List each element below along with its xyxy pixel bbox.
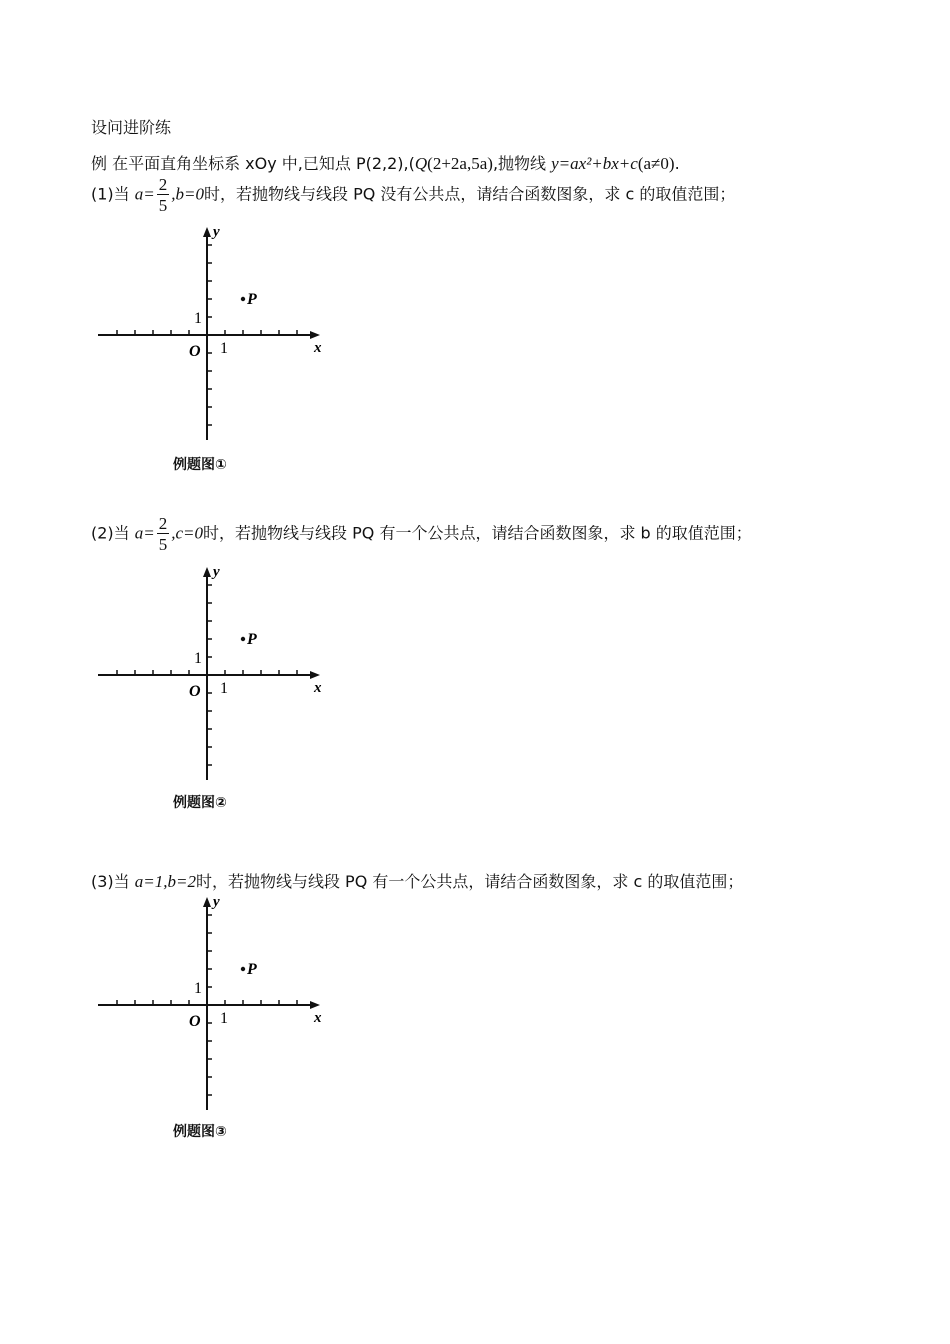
x-unit-label: 1 xyxy=(220,340,228,357)
question-2 xyxy=(91,515,752,553)
q-coords: 2+2a,5a xyxy=(432,154,488,173)
example-statement: 例 在平面直角坐标系 xOy 中,已知点 P(2,2),(Q(2+2a,5a),抛物线 y=ax²+bx+c(a≠0). xyxy=(91,154,680,173)
origin-label: O xyxy=(189,683,201,700)
x-axis-label: x xyxy=(314,1010,322,1026)
axes-svg-3 xyxy=(95,892,330,1117)
x-unit-label: 1 xyxy=(220,1010,228,1027)
point-p-label: P xyxy=(247,631,257,648)
question-1 xyxy=(91,176,735,214)
question-2-number: (2)当 xyxy=(91,523,130,543)
point-p-label: P xyxy=(247,961,257,978)
x-axis-label: x xyxy=(314,680,322,696)
example-end: . xyxy=(674,154,680,173)
example-mid: ,抛物线 xyxy=(492,154,547,173)
y-axis-label: y xyxy=(213,894,220,910)
question-2-param-a: a= xyxy=(134,523,155,543)
a-condition: a≠0 xyxy=(643,154,669,173)
fraction-numerator: 2 xyxy=(158,175,168,194)
axes-svg-1 xyxy=(95,222,330,447)
section-title: 设问进阶练 xyxy=(91,118,172,137)
coordinate-graph-2 xyxy=(95,562,330,822)
q-label: Q xyxy=(414,154,428,173)
question-1-text: 时，若抛物线与线段 PQ 没有公共点，请结合函数图象，求 c 的取值范围； xyxy=(203,184,736,204)
y-axis-label: y xyxy=(213,564,220,580)
x-unit-label: 1 xyxy=(220,680,228,697)
figure-caption-1: 例题图① xyxy=(173,457,227,473)
y-axis-arrow xyxy=(203,227,211,237)
y-axis-arrow xyxy=(203,897,211,907)
question-2-text: 时，若抛物线与线段 PQ 有一个公共点，请结合函数图象，求 b 的取值范围； xyxy=(203,523,752,543)
figure-caption-2: 例题图② xyxy=(173,795,227,811)
question-2-param-c: ,c=0 xyxy=(171,523,204,543)
figure-caption-3: 例题图③ xyxy=(173,1124,227,1140)
origin-label: O xyxy=(189,343,201,360)
coordinate-graph-3 xyxy=(95,892,330,1152)
question-3-params: a=1,b=2 xyxy=(134,872,196,891)
question-1-number: (1)当 xyxy=(91,184,130,204)
x-axis-arrow xyxy=(310,331,320,339)
y-unit-label: 1 xyxy=(194,650,202,667)
question-1-param-a: a= xyxy=(134,184,155,204)
question-1-param-b: ,b=0 xyxy=(171,184,204,204)
parabola-equation: y=ax²+bx+c xyxy=(551,154,638,173)
origin-label: O xyxy=(189,1013,201,1030)
point-p-marker xyxy=(241,297,245,301)
y-axis-label: y xyxy=(213,224,220,240)
question-3-number: (3)当 xyxy=(91,872,130,891)
x-axis-label: x xyxy=(314,340,322,356)
point-p-marker xyxy=(241,967,245,971)
question-3-text: 时，若抛物线与线段 PQ 有一个公共点，请结合函数图象，求 c 的取值范围； xyxy=(195,872,744,891)
point-p-marker xyxy=(241,637,245,641)
y-unit-label: 1 xyxy=(194,310,202,327)
x-axis-arrow xyxy=(310,671,320,679)
question-3 xyxy=(91,870,743,894)
point-p-label: P xyxy=(247,291,257,308)
y-unit-label: 1 xyxy=(194,980,202,997)
fraction-denominator: 5 xyxy=(158,196,168,215)
fraction-two-fifths xyxy=(157,515,170,553)
y-axis-arrow xyxy=(203,567,211,577)
fraction-numerator: 2 xyxy=(158,514,168,533)
fraction-two-fifths xyxy=(157,176,170,214)
x-axis-arrow xyxy=(310,1001,320,1009)
axes-svg-2 xyxy=(95,562,330,787)
coordinate-graph-1 xyxy=(95,222,330,482)
example-prefix: 例 在平面直角坐标系 xOy 中,已知点 P(2,2),( xyxy=(91,154,415,173)
fraction-denominator: 5 xyxy=(158,535,168,554)
